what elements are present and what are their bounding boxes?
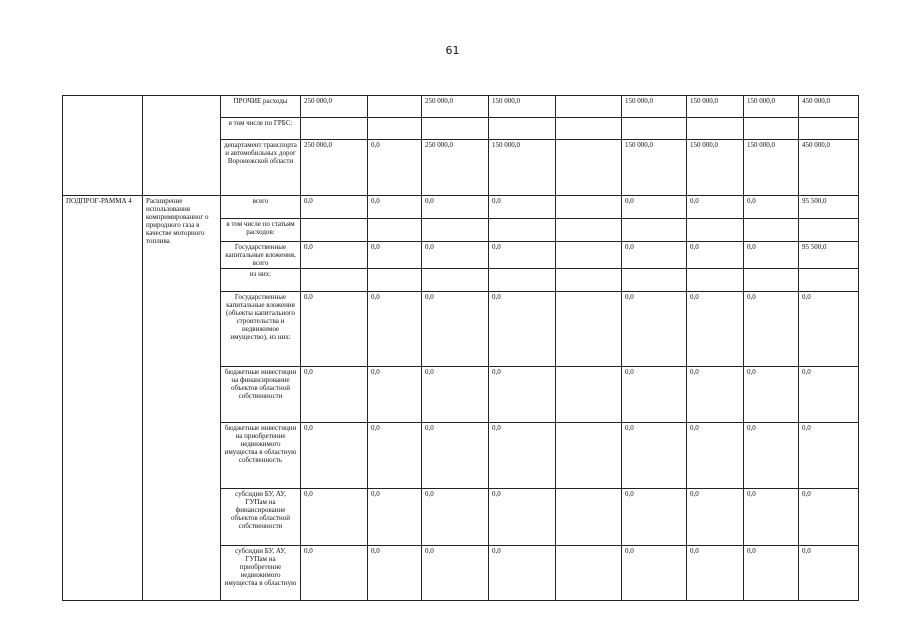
value-cell: 0,0 [622, 367, 687, 423]
value-cell [556, 118, 622, 140]
value-cell: 0,0 [301, 292, 368, 367]
table-row [63, 96, 859, 118]
value-cell: 0,0 [622, 423, 687, 489]
value-cell: 0,0 [368, 196, 422, 219]
value-cell [556, 242, 622, 269]
value-cell: 0,0 [301, 489, 368, 546]
value-cell: 250 000,0 [422, 140, 489, 196]
value-cell: 0,0 [301, 546, 368, 601]
value-cell [368, 96, 422, 118]
subprogram-name: Расширение использования компримированног о природного газа в качестве моторного топлива [143, 196, 221, 601]
value-cell: 0,0 [744, 546, 799, 601]
value-cell: 150 000,0 [687, 96, 744, 118]
row-label: департамент транспорта и автомобильных дорог Воронежской области [221, 140, 301, 196]
value-cell: 0,0 [744, 242, 799, 269]
value-cell: 150 000,0 [687, 140, 744, 196]
row-label: всего [221, 196, 301, 219]
budget-table [62, 95, 859, 601]
value-cell: 0,0 [687, 367, 744, 423]
value-cell [556, 96, 622, 118]
value-cell: 0,0 [422, 423, 489, 489]
value-cell: 0,0 [368, 489, 422, 546]
value-cell: 0,0 [368, 242, 422, 269]
value-cell: 0,0 [489, 367, 556, 423]
value-cell: 0,0 [799, 367, 859, 423]
value-cell: 0,0 [687, 292, 744, 367]
value-cell [687, 118, 744, 140]
value-cell [556, 140, 622, 196]
value-cell [556, 219, 622, 242]
value-cell [687, 269, 744, 292]
value-cell: 150 000,0 [622, 96, 687, 118]
value-cell: 95 500,0 [799, 196, 859, 219]
value-cell [799, 219, 859, 242]
value-cell [489, 269, 556, 292]
row-label: в том числе по ГРБС: [221, 118, 301, 140]
value-cell: 0,0 [744, 423, 799, 489]
value-cell: 0,0 [799, 546, 859, 601]
value-cell: 0,0 [368, 140, 422, 196]
value-cell: 0,0 [622, 546, 687, 601]
value-cell: 250 000,0 [422, 96, 489, 118]
value-cell: 0,0 [489, 292, 556, 367]
value-cell: 95 500,0 [799, 242, 859, 269]
value-cell: 0,0 [489, 196, 556, 219]
value-cell [489, 219, 556, 242]
row-label: субсидии БУ, АУ, ГУПам на приобретение недвижимого имущества в областную [221, 546, 301, 601]
value-cell: 0,0 [687, 242, 744, 269]
value-cell: 0,0 [744, 292, 799, 367]
value-cell: 250 000,0 [301, 96, 368, 118]
value-cell [422, 219, 489, 242]
value-cell: 450 000,0 [799, 96, 859, 118]
value-cell [556, 292, 622, 367]
value-cell [368, 219, 422, 242]
row-label: Государственные капитальные вложения, всего [221, 242, 301, 269]
value-cell: 450 000,0 [799, 140, 859, 196]
value-cell [556, 196, 622, 219]
subprogram-code: ПОДПРОГ-РАММА 4 [63, 196, 143, 601]
value-cell: 250 000,0 [301, 140, 368, 196]
value-cell: 0,0 [489, 423, 556, 489]
value-cell: 150 000,0 [489, 140, 556, 196]
value-cell [301, 269, 368, 292]
value-cell [556, 367, 622, 423]
value-cell [556, 546, 622, 601]
value-cell [368, 118, 422, 140]
value-cell: 0,0 [489, 546, 556, 601]
value-cell: 0,0 [422, 367, 489, 423]
empty-cell [63, 96, 143, 196]
value-cell [687, 219, 744, 242]
row-label: бюджетные инвестиции на финансирование объектов областной собственности [221, 367, 301, 423]
value-cell [556, 269, 622, 292]
value-cell [622, 219, 687, 242]
value-cell: 150 000,0 [744, 140, 799, 196]
value-cell [422, 118, 489, 140]
value-cell [301, 118, 368, 140]
value-cell [799, 118, 859, 140]
value-cell: 0,0 [422, 546, 489, 601]
row-label: бюджетные инвестиции на приобретение недвижимого имущества в областную собственность [221, 423, 301, 489]
value-cell: 150 000,0 [744, 96, 799, 118]
table-row [63, 196, 859, 219]
value-cell [799, 269, 859, 292]
value-cell [622, 118, 687, 140]
value-cell: 0,0 [422, 242, 489, 269]
value-cell [301, 219, 368, 242]
value-cell: 0,0 [422, 292, 489, 367]
value-cell: 150 000,0 [622, 140, 687, 196]
value-cell: 0,0 [489, 489, 556, 546]
value-cell: 150 000,0 [489, 96, 556, 118]
row-label: в том числе по статьям расходов: [221, 219, 301, 242]
value-cell [744, 219, 799, 242]
row-label: субсидии БУ, АУ, ГУПам на финансирование объектов областной собственности [221, 489, 301, 546]
value-cell: 0,0 [301, 242, 368, 269]
value-cell [744, 269, 799, 292]
value-cell: 0,0 [301, 367, 368, 423]
value-cell: 0,0 [368, 292, 422, 367]
value-cell: 0,0 [489, 242, 556, 269]
value-cell: 0,0 [744, 489, 799, 546]
value-cell [489, 118, 556, 140]
row-label: из них: [221, 269, 301, 292]
value-cell: 0,0 [799, 423, 859, 489]
value-cell: 0,0 [622, 242, 687, 269]
value-cell [744, 118, 799, 140]
value-cell: 0,0 [368, 423, 422, 489]
value-cell: 0,0 [744, 196, 799, 219]
value-cell: 0,0 [622, 196, 687, 219]
value-cell: 0,0 [799, 489, 859, 546]
value-cell [622, 269, 687, 292]
value-cell [368, 269, 422, 292]
empty-cell [143, 96, 221, 196]
value-cell: 0,0 [622, 292, 687, 367]
value-cell: 0,0 [368, 367, 422, 423]
value-cell: 0,0 [687, 196, 744, 219]
value-cell [556, 489, 622, 546]
value-cell: 0,0 [744, 367, 799, 423]
value-cell: 0,0 [301, 423, 368, 489]
value-cell [556, 423, 622, 489]
value-cell [422, 269, 489, 292]
value-cell: 0,0 [422, 196, 489, 219]
value-cell: 0,0 [687, 546, 744, 601]
page-number: 61 [445, 44, 460, 57]
row-label: ПРОЧИЕ расходы [221, 96, 301, 118]
value-cell: 0,0 [301, 196, 368, 219]
value-cell: 0,0 [622, 489, 687, 546]
value-cell: 0,0 [687, 423, 744, 489]
row-label: Государственные капитальные вложения (объекты капитального строительства и недвижимое имущество), из них: [221, 292, 301, 367]
value-cell: 0,0 [687, 489, 744, 546]
value-cell: 0,0 [368, 546, 422, 601]
value-cell: 0,0 [422, 489, 489, 546]
value-cell: 0,0 [799, 292, 859, 367]
